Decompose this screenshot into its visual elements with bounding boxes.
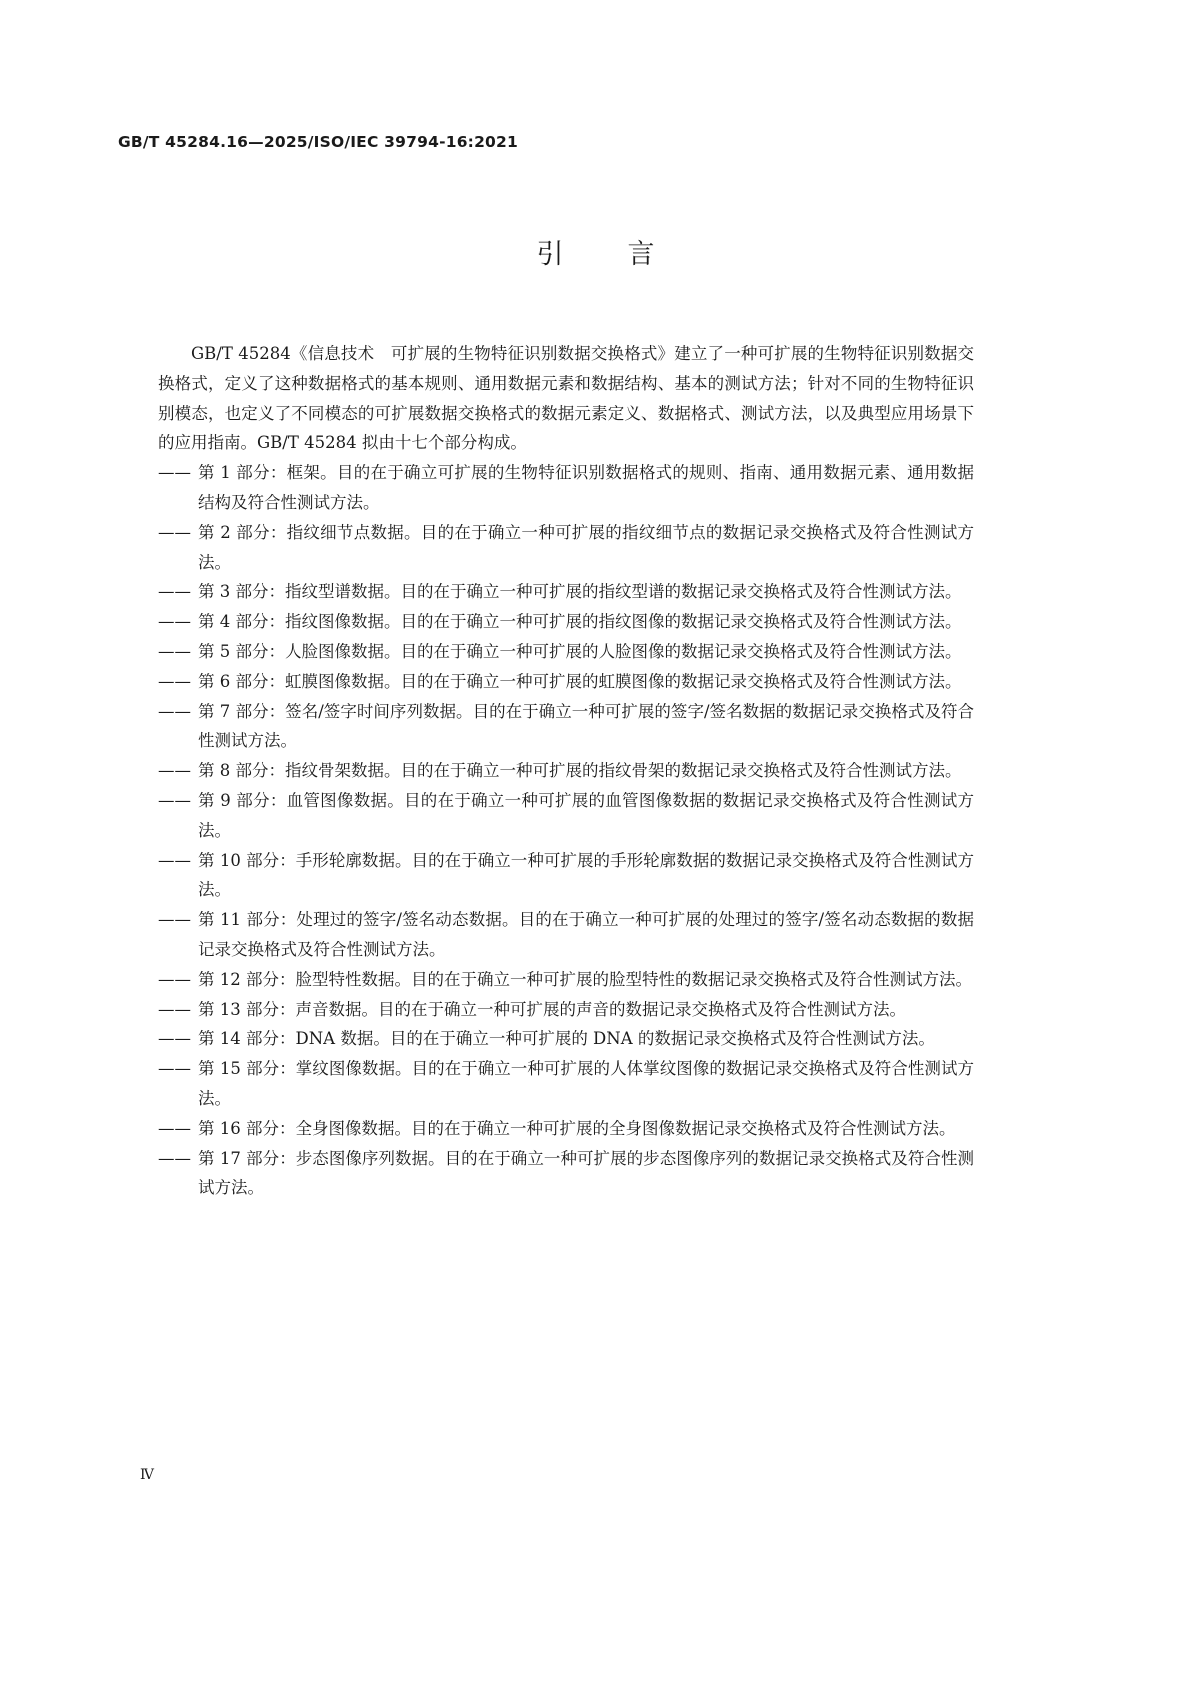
- list-dash: ——: [158, 522, 191, 542]
- part-description: 第 7 部分：签名/签字时间序列数据。目的在于确立一种可扩展的签字/签名数据的数据记录交换格式及符合性测试方法。: [198, 701, 974, 751]
- part-list-item: [158, 995, 974, 1025]
- list-dash: ——: [158, 671, 191, 691]
- list-dash: ——: [158, 1148, 191, 1168]
- part-list-item: [158, 697, 974, 757]
- list-dash: ——: [158, 701, 191, 721]
- part-description: 第 6 部分：虹膜图像数据。目的在于确立一种可扩展的虹膜图像的数据记录交换格式及符合性测试方法。: [198, 671, 962, 691]
- part-list-item: [158, 905, 974, 965]
- part-description: 第 4 部分：指纹图像数据。目的在于确立一种可扩展的指纹图像的数据记录交换格式及符合性测试方法。: [198, 612, 962, 632]
- list-dash: ——: [158, 641, 191, 661]
- list-dash: ——: [158, 850, 191, 870]
- part-description: 第 9 部分：血管图像数据。目的在于确立一种可扩展的血管图像数据的数据记录交换格式及符合性测试方法。: [198, 790, 974, 840]
- part-list-item: [158, 607, 974, 637]
- list-dash: ——: [158, 1118, 191, 1138]
- part-description: 第 12 部分：脸型特性数据。目的在于确立一种可扩展的脸型特性的数据记录交换格式及符合性测试方法。: [198, 969, 972, 989]
- part-list-item: [158, 577, 974, 607]
- part-description: 第 2 部分：指纹细节点数据。目的在于确立一种可扩展的指纹细节点的数据记录交换格式及符合性测试方法。: [198, 522, 974, 572]
- part-list-item: [158, 1114, 974, 1144]
- list-dash: ——: [158, 463, 191, 483]
- list-dash: ——: [158, 612, 191, 632]
- part-list-item: [158, 1144, 974, 1204]
- part-description: 第 15 部分：掌纹图像数据。目的在于确立一种可扩展的人体掌纹图像的数据记录交换格式及符合性测试方法。: [198, 1059, 974, 1108]
- part-list-item: [158, 786, 974, 846]
- list-dash: ——: [158, 1029, 191, 1049]
- part-description: 第 1 部分：框架。目的在于确立可扩展的生物特征识别数据格式的规则、指南、通用数据元素、通用数据结构及符合性测试方法。: [198, 463, 974, 512]
- page-title: 引言: [536, 239, 719, 270]
- list-dash: ——: [158, 761, 191, 781]
- document-body: [158, 339, 974, 1203]
- list-dash: ——: [158, 790, 191, 810]
- part-list-item: [158, 667, 974, 697]
- part-description: 第 17 部分：步态图像序列数据。目的在于确立一种可扩展的步态图像序列的数据记录交换格式及符合性测试方法。: [198, 1148, 974, 1198]
- part-description: 第 13 部分：声音数据。目的在于确立一种可扩展的声音的数据记录交换格式及符合性测试方法。: [198, 999, 906, 1019]
- part-description: 第 10 部分：手形轮廓数据。目的在于确立一种可扩展的手形轮廓数据的数据记录交换格式及符合性测试方法。: [198, 850, 974, 900]
- list-dash: ——: [158, 910, 191, 930]
- list-dash: ——: [158, 969, 191, 989]
- part-list-item: [158, 756, 974, 786]
- part-list-item: [158, 846, 974, 906]
- part-list-item: [158, 637, 974, 667]
- part-description: 第 16 部分：全身图像数据。目的在于确立一种可扩展的全身图像数据记录交换格式及符合性测试方法。: [198, 1118, 956, 1138]
- part-list-item: [158, 458, 974, 518]
- part-list-item: [158, 518, 974, 578]
- list-dash: ——: [158, 582, 191, 602]
- part-list-item: [158, 1024, 974, 1054]
- intro-paragraph: GB/T 45284《信息技术 可扩展的生物特征识别数据交换格式》建立了一种可扩展的生物特征识别数据交换格式，定义了这种数据格式的基本规则、通用数据元素和数据结构、基本的测试方法；针对不同的生物特征识别模态，也定义了不同模态的可扩展数据交换格式的数据元素定义、数据格式、测试方法，以及典型应用场景下的应用指南。GB/T 45284 拟由十七个部分构成。: [158, 344, 974, 453]
- list-dash: ——: [158, 999, 191, 1019]
- part-list-item: [158, 965, 974, 995]
- part-description: 第 8 部分：指纹骨架数据。目的在于确立一种可扩展的指纹骨架的数据记录交换格式及符合性测试方法。: [198, 761, 962, 781]
- part-description: 第 3 部分：指纹型谱数据。目的在于确立一种可扩展的指纹型谱的数据记录交换格式及符合性测试方法。: [198, 582, 962, 602]
- parts-list: [158, 458, 974, 1203]
- list-dash: ——: [158, 1059, 191, 1079]
- part-description: 第 14 部分：DNA 数据。目的在于确立一种可扩展的 DNA 的数据记录交换格式及符合性测试方法。: [198, 1029, 935, 1049]
- part-list-item: [158, 1054, 974, 1114]
- page-number: Ⅳ: [140, 1467, 154, 1483]
- part-description: 第 11 部分：处理过的签字/签名动态数据。目的在于确立一种可扩展的处理过的签字/签名动态数据的数据记录交换格式及符合性测试方法。: [198, 910, 974, 959]
- standard-number-header: GB/T 45284.16—2025/ISO/IEC 39794-16:2021: [118, 133, 519, 151]
- part-description: 第 5 部分：人脸图像数据。目的在于确立一种可扩展的人脸图像的数据记录交换格式及符合性测试方法。: [198, 641, 962, 661]
